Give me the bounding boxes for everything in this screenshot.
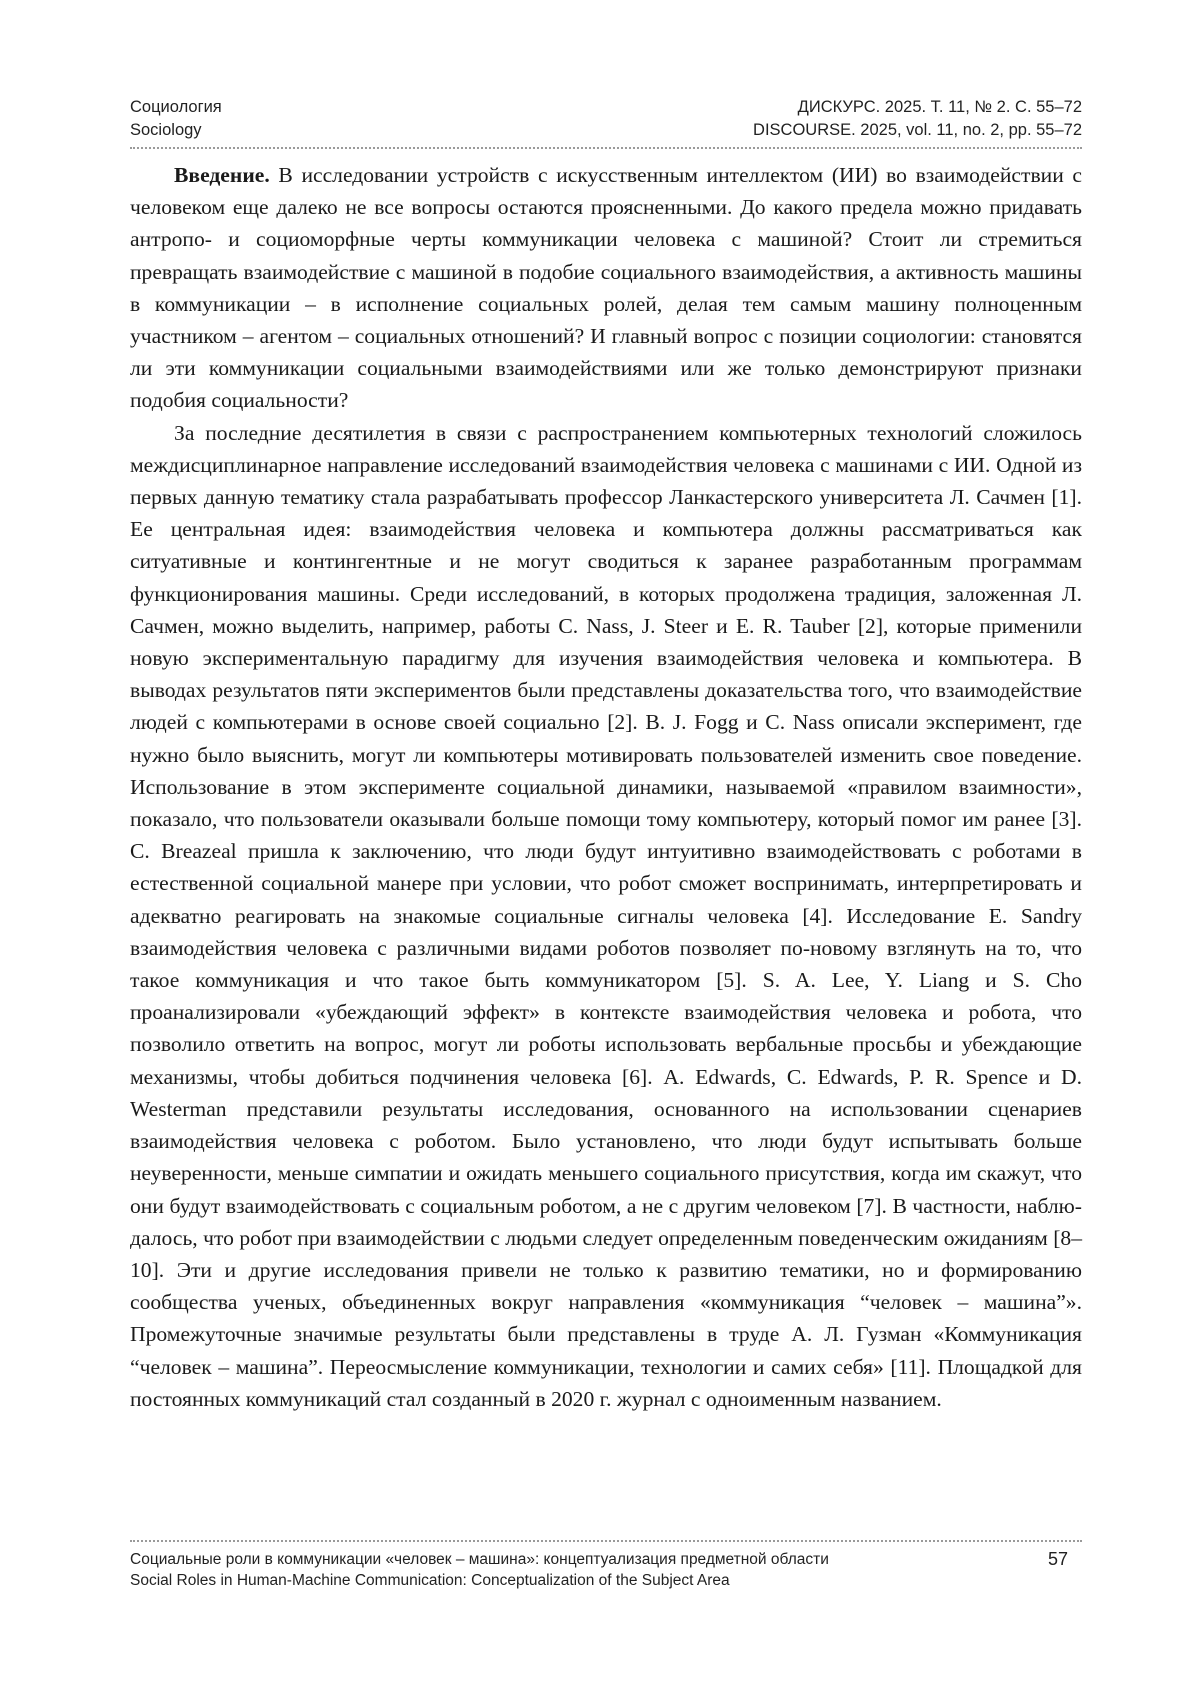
header-divider (130, 147, 1082, 149)
article-title-en: Social Roles in Human-Machine Communication: Conceptualization of the Subject Area (130, 1570, 829, 1591)
paragraph-1-text: В исследовании устройств с искусственным интеллектом (ИИ) во взаимо­действии с человеком еще далеко не все вопросы остаются проясненными. До какого пре­дела можно придавать антропо- и социоморфные черты коммуникации человека с маши­ной? Стоит ли стремиться превращать взаимодействие с машиной в подобие социального взаимодействия, а активность машины в коммуникации – в исполнение социальных ролей, делая тем самым машину полноценным участником – агентом – социальных отношений? И главный вопрос с позиции социологии: становятся ли эти коммуникации социальными взаимодействиями или же только демонстрируют признаки подобия социальности? (130, 163, 1082, 412)
running-header (130, 96, 1082, 142)
citation-ru: ДИСКУРС. 2025. Т. 11, № 2. С. 55–72 (753, 96, 1082, 119)
citation-en: DISCOURSE. 2025, vol. 11, no. 2, pp. 55–72 (753, 119, 1082, 142)
section-block (130, 96, 222, 142)
running-footer (130, 1540, 1082, 1591)
section-title-en: Sociology (130, 119, 222, 142)
footer-divider (130, 1540, 1082, 1542)
section-title-ru: Социология (130, 96, 222, 119)
article-title-ru: Социальные роли в коммуникации «человек – машина»: концептуализация предметной области (130, 1549, 829, 1570)
paragraph-introduction (130, 159, 1082, 417)
article-title-block (130, 1549, 829, 1591)
page-number: 57 (1048, 1549, 1082, 1570)
journal-page (130, 96, 1082, 1415)
citation-block (753, 96, 1082, 142)
intro-heading: Введение. (174, 163, 270, 187)
article-body (130, 159, 1082, 1415)
footer-row (130, 1549, 1082, 1591)
paragraph-2: За последние десятилетия в связи с распространением компьютерных технологий сло­жилось междисциплинарное направление исследований взаимодействия человека с маши­нами с ИИ. Одной из первых данную тематику стала разрабатывать профессор Ланкастер­ского университета Л. Сачмен [1]. Ее центральная идея: взаимодействия человека и компь­ютера должны рассматриваться как ситуативные и контингентные и не могут сводиться к заранее разработанным программам функционирования машины. Среди исследований, в которых продолжена традиция, заложенная Л. Сачмен, можно выделить, например, работы C. Nass, J. Steer и E. R. Tauber [2], которые применили новую экспериментальную парадигму для изучения взаимодействия человека и компьютера. В выводах результатов пяти экспери­ментов были представлены доказательства того, что взаимодействие людей с компьютерами в основе своей социально [2]. B. J. Fogg и C. Nass описали эксперимент, где нужно было выяснить, могут ли компьютеры мотивировать пользователей изменить свое поведение. Ис­пользование в этом эксперименте социальной динамики, называемой «правилом взаимно­сти», показало, что пользователи оказывали больше помощи тому компьютеру, который по­мог им ранее [3]. C. Breazeal пришла к заключению, что люди будут интуитивно взаимодей­ствовать с роботами в естественной социальной манере при условии, что робот сможет вос­принимать, интерпретировать и адекватно реагировать на знакомые социальные сигналы человека [4]. Исследование E. Sandry взаимодействия человека с различными видами робо­тов позволяет по-новому взглянуть на то, что такое коммуникация и что такое быть комму­никатором [5]. S. A. Lee, Y. Liang и S. Cho проанализировали «убеждающий эффект» в кон­тексте взаимодействия человека и робота, что позволило ответить на вопрос, могут ли ро­боты использовать вербальные просьбы и убеждающие механизмы, чтобы добиться подчи­нения человека [6]. A. Edwards, C. Edwards, P. R. Spence и D. Westerman представили ре­зультаты исследования, основанного на использовании сценариев взаимодействия человека с роботом. Было установлено, что люди будут испытывать больше неуверенности, меньше симпатии и ожидать меньшего социального присутствия, когда им скажут, что они будут взаимодействовать с социальным роботом, а не с другим человеком [7]. В частности, наблю­далось, что робот при взаимодействии с людьми следует определенным поведенческим ожиданиям [8–10]. Эти и другие исследования привели не только к развитию тематики, но и формированию сообщества ученых, объединенных вокруг направления «коммуникация “человек – машина”». Промежуточные значимые результаты были представлены в труде А. Л. Гузман «Коммуникация “человек – машина”. Переосмысление коммуникации, техно­логии и самих себя» [11]. Площадкой для постоянных коммуникаций стал созданный в 2020 г. журнал с одноименным названием. (130, 417, 1082, 1415)
